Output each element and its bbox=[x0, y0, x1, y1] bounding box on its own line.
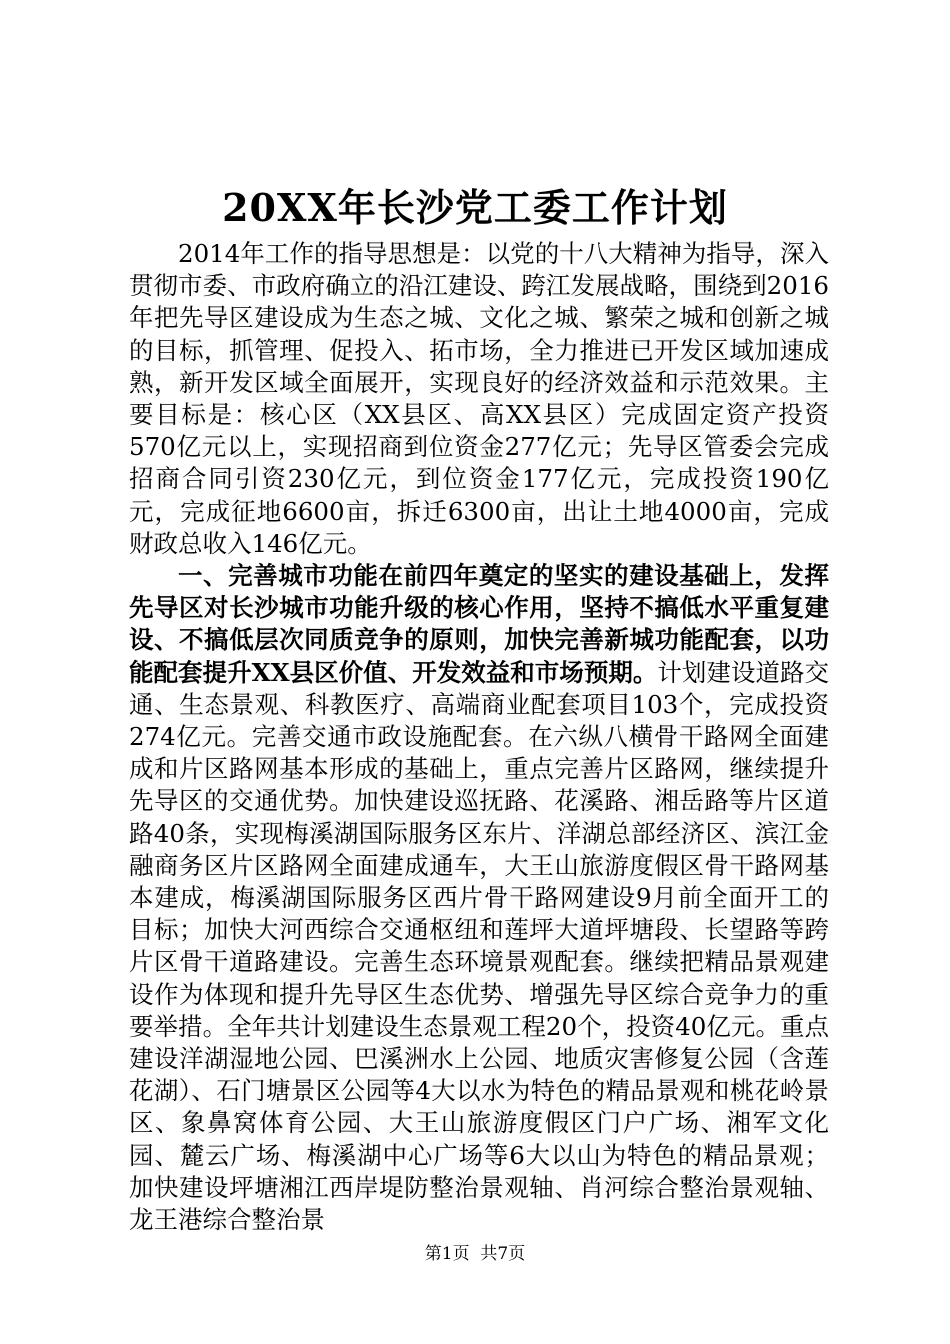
page-total: 共7页 bbox=[480, 1244, 526, 1264]
section-heading: 一、完善城市功能在前四年奠定的坚实的建设基础上，发挥先导区对长沙城市功能升级的核心作用，坚持不搞低水平重复建设、不搞低层次同质竞争的原则，加快完善新城功能配套，以功能配套提升XX县区价值、开发效益和市场预期。 bbox=[129, 561, 829, 687]
footer-spacer bbox=[470, 1244, 481, 1264]
paragraph-text: 2014年工作的指导思想是：以党的十八大精神为指导，深入贯彻市委、市政府确立的沿江建设、跨江发展战略，围绕到2016年把先导区建设成为生态之城、文化之城、繁荣之城和创新之城的目标，抓管理、促投入、拓市场，全力推进已开发区域加速成熟，新开发区域全面展开，实现良好的经济效益和示范效果。主要目标是：核心区（XX县区、高XX县区）完成固定资产投资570亿元以上，实现招商到位资金277亿元；先导区管委会完成招商合同引资230亿元，到位资金177亿元，完成投资190亿元，完成征地6600亩，拆迁6300亩，出让土地4000亩，完成财政总收入146亿元。 bbox=[129, 239, 829, 558]
paragraph-text: 计划建设道路交通、生态景观、科教医疗、高端商业配套项目103个，完成投资274亿元。完善交通市政设施配套。在六纵八横骨干路网全面建成和片区路网基本形成的基础上，重点完善片区路网，继续提升先导区的交通优势。加快建设巡抚路、花溪路、湘岳路等片区道路40条，实现梅溪湖国际服务区东片、洋湖总部经济区、滨江金融商务区片区路网全面建成通车，大王山旅游度假区骨干路网基本建成，梅溪湖国际服务区西片骨干路网建设9月前全面开工的目标；加快大河西综合交通枢纽和莲坪大道坪塘段、长望路等跨片区骨干道路建设。完善生态环境景观配套。继续把精品景观建设作为体现和提升先导区生态优势、增强先导区综合竞争力的重要举措。全年共计划建设生态景观工程20个，投资40亿元。重点建设洋湖湿地公园、巴溪洲水上公园、地质灾害修复公园（含莲花湖）、石门塘景区公园等4大以水为特色的精品景观和桃花岭景区、象鼻窝体育公园、大王山旅游度假区门户广场、湘军文化园、麓云广场、梅溪湖中心广场等6大以山为特色的精品景观；加快建设坪塘湘江西岸堤防整治景观轴、肖河综合整治景观轴、龙王港综合整治景 bbox=[129, 657, 829, 1235]
paragraph-section-one bbox=[129, 560, 829, 1236]
page-title: 20XX年长沙党工委工作计划 bbox=[222, 185, 728, 230]
page-footer bbox=[0, 1242, 950, 1266]
document-body bbox=[129, 238, 829, 1236]
page-number: 第1页 bbox=[424, 1244, 470, 1264]
paragraph-guiding-ideology bbox=[129, 238, 829, 560]
